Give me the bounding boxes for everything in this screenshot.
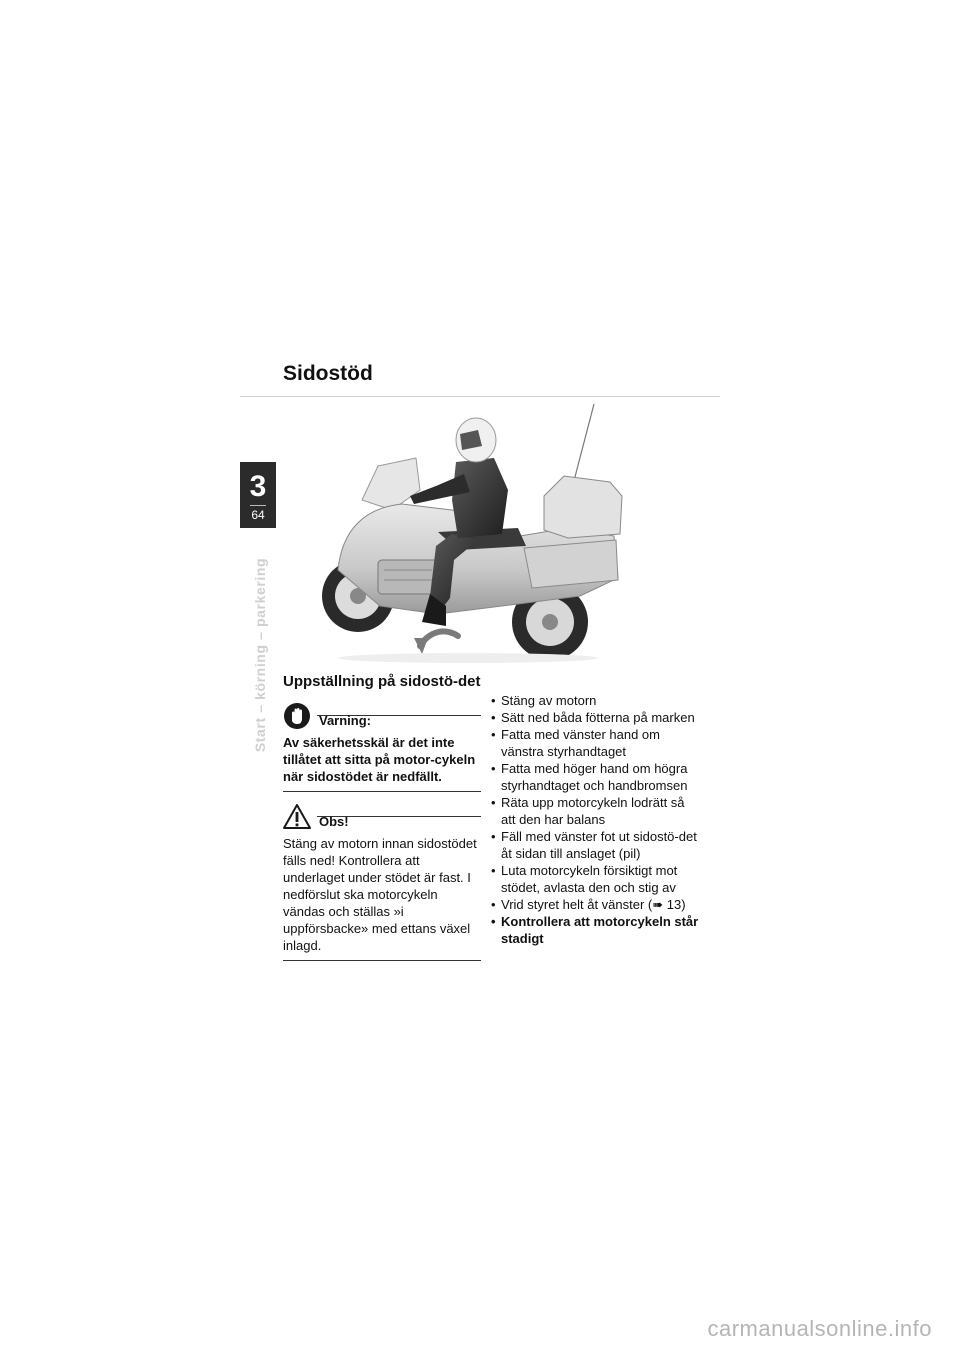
step-item	[491, 913, 701, 947]
bullet: •	[491, 727, 496, 742]
left-column	[283, 673, 481, 961]
chapter-tab-divider	[250, 505, 266, 506]
section-heading: Uppställning på sidostö-det	[283, 673, 481, 690]
step-text: Kontrollera att motorcykeln står stadigt	[501, 914, 699, 946]
step-item	[491, 862, 701, 896]
note-bottom-rule	[283, 960, 481, 961]
step-item	[491, 726, 701, 760]
step-text: Fatta med vänster hand om vänstra styrhandtaget	[501, 727, 660, 759]
step-text: Fatta med höger hand om högra styrhandtaget och handbromsen	[501, 761, 688, 793]
step-text: Fäll med vänster fot ut sidostö-det åt sidan till anslaget (pil)	[501, 829, 697, 861]
page-number: 64	[251, 508, 265, 522]
watermark: carmanualsonline.info	[707, 1316, 932, 1341]
warning-label: Varning:	[319, 713, 372, 728]
bullet: •	[491, 863, 496, 878]
bullet: •	[491, 693, 496, 708]
motorcycle-sidestand-photo	[318, 400, 638, 666]
title-divider	[240, 396, 720, 397]
bullet: •	[491, 897, 496, 912]
warning-bottom-rule	[283, 791, 481, 792]
note-notice	[283, 816, 481, 961]
step-item	[491, 896, 701, 913]
note-header	[283, 803, 481, 831]
bullet: •	[491, 914, 496, 929]
step-text: Räta upp motorcykeln lodrätt så att den har balans	[501, 795, 685, 827]
note-label: Obs!	[319, 814, 349, 829]
sidebar-chapter-label: Start – körning – parkering	[252, 557, 268, 753]
exclamation-triangle-icon	[283, 803, 311, 831]
bullet: •	[491, 795, 496, 810]
step-text: Vrid styret helt åt vänster (➠ 13)	[501, 897, 686, 912]
warning-header	[283, 702, 481, 730]
chapter-number: 3	[249, 470, 267, 503]
step-text: Stäng av motorn	[501, 693, 597, 708]
warning-text: Av säkerhetsskäl är det inte tillåtet att sitta på motor-cykeln när sidostödet är nedfällt.	[283, 735, 476, 784]
step-item	[491, 760, 701, 794]
step-item	[491, 828, 701, 862]
note-text: Stäng av motorn innan sidostödet fälls ned! Kontrollera att underlaget under stödet är fast. I nedförslut ska motorcykeln vändas och ställas »i uppförsbacke» med ettans växel inlagd.	[283, 836, 477, 953]
warning-notice	[283, 715, 481, 792]
step-item	[491, 692, 701, 709]
bullet: •	[491, 829, 496, 844]
step-list	[491, 692, 701, 947]
bullet: •	[491, 710, 496, 725]
step-text: Sätt ned båda fötterna på marken	[501, 710, 695, 725]
page-title: Sidostöd	[283, 362, 373, 385]
step-text: Luta motorcykeln försiktigt mot stödet, avlasta den och stig av	[501, 863, 678, 895]
stop-hand-icon	[283, 702, 311, 730]
step-item	[491, 794, 701, 828]
step-item	[491, 709, 701, 726]
bullet: •	[491, 761, 496, 776]
